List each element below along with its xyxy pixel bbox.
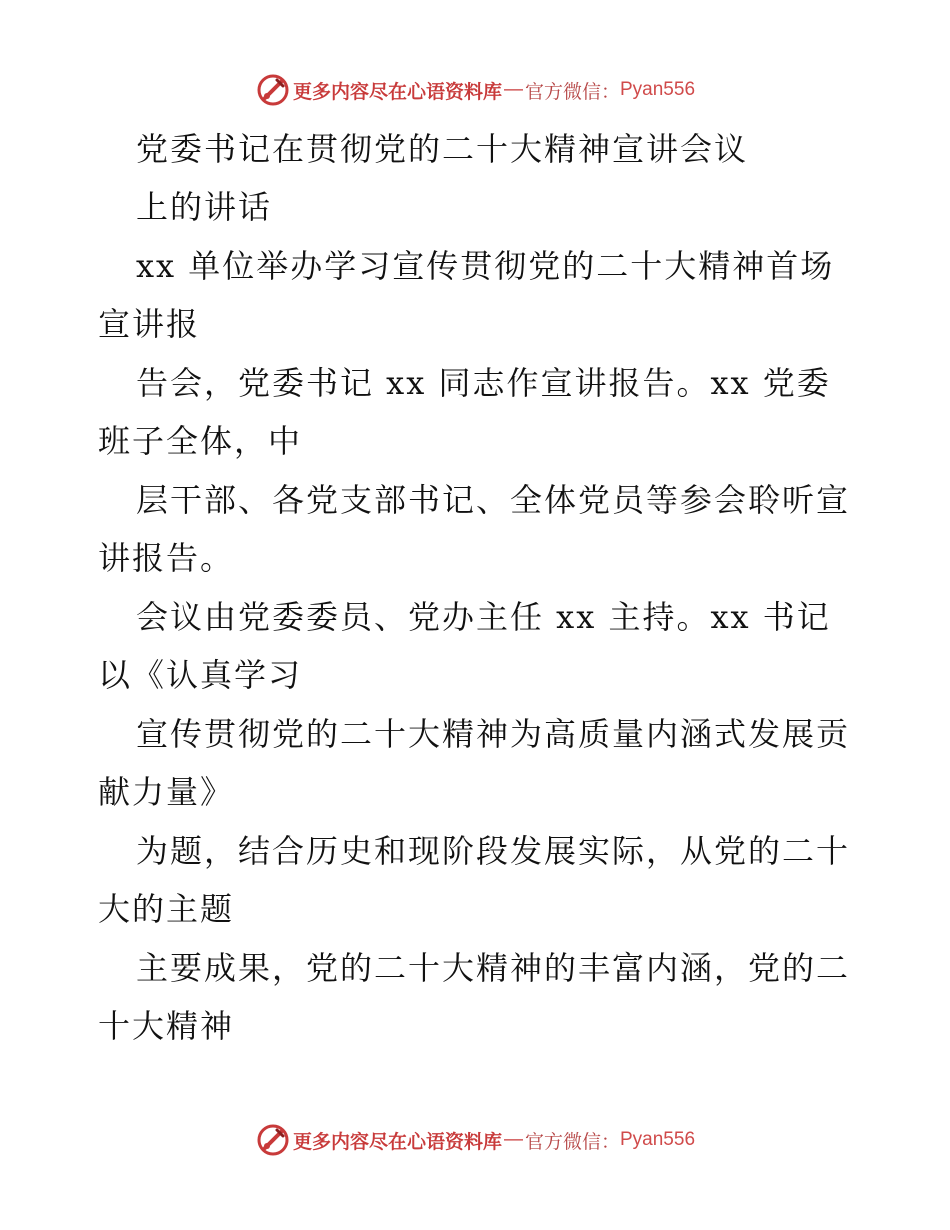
body-line-14: 大的主题 (98, 890, 235, 928)
header-banner (0, 70, 950, 110)
body-line-6: 班子全体，中 (98, 422, 303, 460)
body-line-3: xx 单位举办学习宣传贯彻党的二十大精神首场 (136, 247, 835, 285)
body-line-5: 告会，党委书记 xx 同志作宣讲报告。xx 党委 (136, 364, 831, 402)
header-wechat-label: 官方微信： (524, 80, 620, 103)
body-line-10: 以《认真学习 (98, 656, 303, 694)
header-site-text: 更多内容尽在心语资料库 (292, 80, 502, 103)
brush-logo-icon (255, 1122, 291, 1158)
body-line-1: 党委书记在贯彻党的二十大精神宣讲会议 (136, 130, 749, 168)
body-line-16: 十大精神 (98, 1007, 235, 1045)
footer-site-text: 更多内容尽在心语资料库 (292, 1130, 502, 1153)
brush-logo-icon (255, 72, 291, 108)
body-line-9: 会议由党委委员、党办主任 xx 主持。xx 书记 (136, 598, 831, 636)
body-line-4: 宣讲报 (98, 305, 201, 343)
body-line-8: 讲报告。 (98, 539, 235, 577)
header-dash: — (503, 79, 523, 100)
header-wechat-id: Pyan556 (620, 79, 696, 100)
body-line-11: 宣传贯彻党的二十大精神为高质量内涵式发展贡 (136, 715, 851, 753)
footer-banner (0, 1120, 950, 1160)
body-line-13: 为题，结合历史和现阶段发展实际，从党的二十 (136, 832, 851, 870)
footer-dash: — (503, 1129, 523, 1150)
body-line-2: 上的讲话 (136, 188, 273, 226)
body-line-7: 层干部、各党支部书记、全体党员等参会聆听宣 (136, 481, 851, 519)
footer-wechat-label: 官方微信： (524, 1130, 620, 1153)
body-line-15: 主要成果，党的二十大精神的丰富内涵，党的二 (136, 949, 851, 987)
footer-wechat-id: Pyan556 (620, 1129, 696, 1150)
body-line-12: 献力量》 (98, 773, 235, 811)
